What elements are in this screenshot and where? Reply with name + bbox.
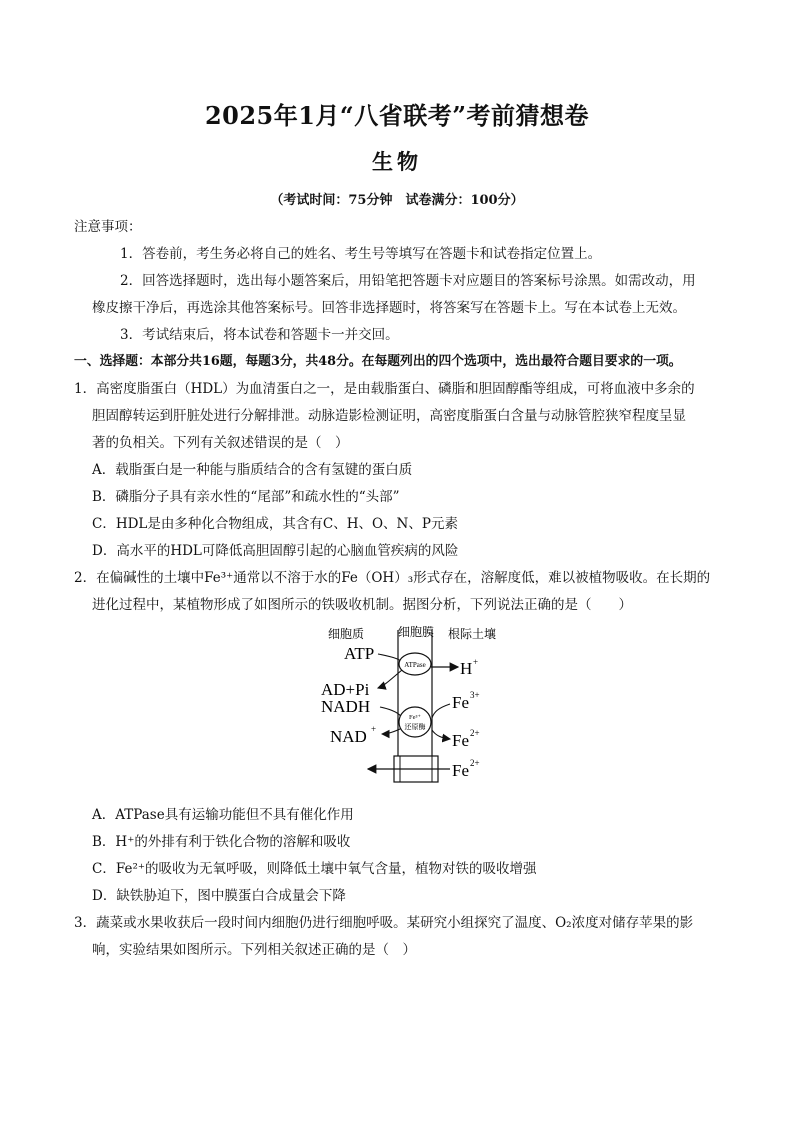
section-heading: 一、选择题：本部分共16题，每题3分，共48分。在每题列出的四个选项中，选出最符合题目要求的一项。 (74, 354, 682, 369)
q1-option-c: C．HDL是由多种化合物组成，其含有C、H、O、N、P元素 (92, 516, 458, 532)
note-item: 2．回答选择题时，选出每小题答案后，用铅笔把答题卡对应题目的答案标号涂黑。如需改动，用 (120, 273, 696, 289)
fe2-arrow (432, 730, 450, 739)
label-membrane: 细胞膜 (398, 625, 435, 639)
subject-title: 生物 (372, 149, 422, 174)
nadh-arrow (380, 707, 402, 718)
q1-stem: 著的负相关。下列有关叙述错误的是（ ） (92, 435, 349, 451)
label-nadh: NADH (321, 697, 371, 716)
fe-reductase-protein (399, 707, 431, 737)
q1-option-d: D．高水平的HDL可降低高胆固醇引起的心脑血管疾病的风险 (92, 543, 459, 559)
label-h: H (460, 659, 473, 678)
q1-stem: 1．高密度脂蛋白（HDL）为血清蛋白之一，是由载脂蛋白、磷脂和胆固醇酯等组成，可将血液中多余的 (74, 381, 695, 397)
label-atp: ATP (344, 644, 375, 663)
q2-option-d: D．缺铁胁迫下，图中膜蛋白合成量会下降 (92, 888, 346, 904)
atpase-label: ATPase (404, 661, 426, 669)
q2-option-b: B．H⁺的外排有利于铁化合物的溶解和吸收 (92, 834, 351, 850)
q3-stem: 响，实验结果如图所示。下列相关叙述正确的是（ ） (92, 942, 416, 958)
q1-stem: 胆固醇转运到肝脏处进行分解排泄。动脉造影检测证明，高密度脂蛋白含量与动脉管腔狭窄程度呈显 (92, 408, 686, 424)
reductase-label: 还原酶 (404, 723, 426, 731)
reductase-label: Fe³⁺ (409, 714, 421, 721)
q1-option-a: A．载脂蛋白是一种能与脂质结合的含有氢键的蛋白质 (92, 462, 413, 478)
label-fe2-charge: 2+ (470, 728, 480, 738)
label-nad-charge: + (371, 724, 377, 734)
note-item: 3．考试结束后，将本试卷和答题卡一并交回。 (120, 327, 399, 343)
fe3-arrow (432, 704, 450, 718)
label-fe2-soil: Fe (452, 761, 469, 780)
notes-heading: 注意事项： (74, 219, 142, 235)
q2-option-c: C．Fe²⁺的吸收为无氧呼吸，则降低土壤中氧气含量，植物对铁的吸收增强 (92, 861, 537, 877)
q2-stem: 2．在偏碱性的土壤中Fe³⁺通常以不溶于水的Fe（OH）₃形式存在，溶解度低，难以被植物吸收。在长期的 (74, 570, 711, 586)
label-cytoplasm: 细胞质 (328, 627, 365, 641)
exam-info: （考试时间：75分钟 试卷满分：100分） (270, 193, 524, 208)
q1-option-b: B．磷脂分子具有亲水性的“尾部”和疏水性的“头部” (92, 489, 400, 505)
iron-absorption-diagram (318, 622, 518, 784)
label-fe3: Fe (452, 693, 469, 712)
q3-stem: 3．蔬菜或水果收获后一段时间内细胞仍进行细胞呼吸。某研究小组探究了温度、O₂浓度对储存苹果的影 (74, 915, 694, 931)
label-soil: 根际土壤 (448, 627, 497, 641)
q2-option-a: A．ATPase具有运输功能但不具有催化作用 (92, 807, 354, 823)
label-nad: NAD (330, 727, 367, 746)
note-item: 1．答卷前，考生务必将自己的姓名、考生号等填写在答题卡和试卷指定位置上。 (120, 246, 602, 262)
label-fe3-charge: 3+ (470, 690, 480, 700)
label-fe2: Fe (452, 731, 469, 750)
note-item: 橡皮擦干净后，再选涂其他答案标号。回答非选择题时，将答案写在答题卡上。写在本试卷上无效。 (92, 300, 686, 316)
exam-title: 2025年1月“八省联考”考前猜想卷 (204, 101, 590, 130)
q2-stem: 进化过程中，某植物形成了如图所示的铁吸收机制。据图分析，下列说法正确的是（ ） (92, 597, 632, 613)
label-h-charge: + (473, 657, 479, 667)
label-fe2-soil-charge: 2+ (470, 758, 480, 768)
nad-arrow (382, 728, 402, 734)
label-adp: AD+Pi (321, 680, 370, 699)
